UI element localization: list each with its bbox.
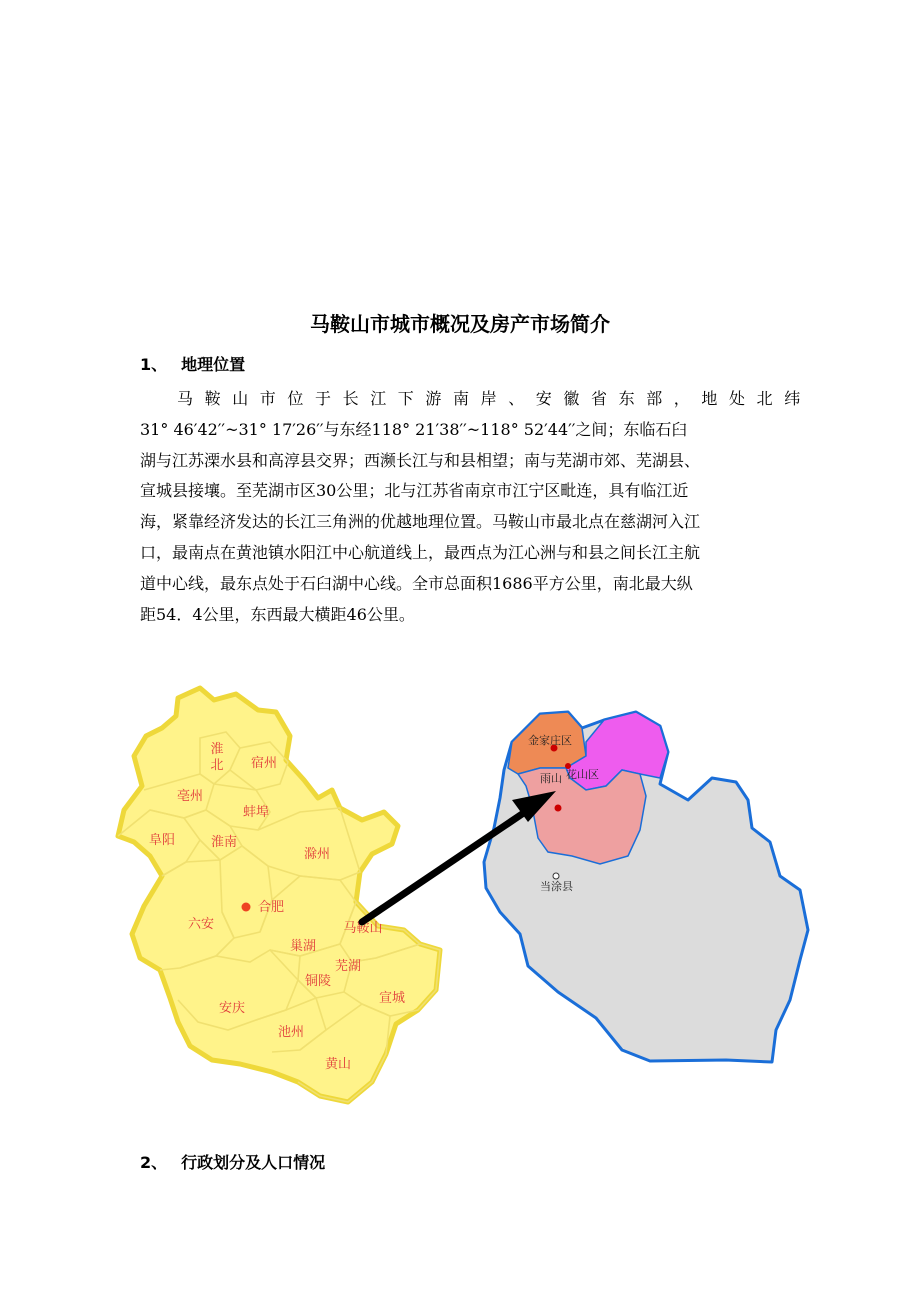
page-title: 马鞍山市城市概况及房产市场简介 [310, 312, 610, 336]
city-label: 阜阳 [148, 833, 176, 848]
city-label: 芜湖 [334, 959, 362, 974]
city-label: 安庆 [218, 1001, 246, 1016]
section-heading-geography [140, 352, 245, 375]
city-label: 巢湖 [289, 939, 317, 954]
paragraph-line: 马鞍山市位于长江下游南岸、安徽省东部，地处北纬 [177, 389, 812, 408]
paragraph-line: 湖与江苏溧水县和高淳县交界；西濒长江与和县相望；南与芜湖市郊、芜湖县、 [140, 450, 701, 470]
paragraph-line: 31° 46′42′′~31° 17′26′′与东经118° 21′38′′~118° 52′44′′之间；东临石臼 [140, 419, 688, 439]
maanshan-city-map [484, 712, 808, 1062]
anhui-province-map [118, 688, 440, 1102]
city-label: 合肥 [257, 900, 285, 915]
paragraph-line: 宣城县接壤。至芜湖市区30公里；北与江苏省南京市江宁区毗连，具有临江近 [140, 481, 689, 501]
section-title: 地理位置 [181, 355, 246, 374]
section-number: 2、 [140, 1153, 168, 1172]
hefei-capital-marker [242, 903, 251, 912]
city-label: 淮北 [210, 742, 224, 773]
city-label: 滁州 [303, 847, 331, 862]
city-label: 六安 [187, 917, 215, 932]
paragraph-line: 距54．4公里，东西最大横距46公里。 [140, 604, 415, 624]
city-label: 宿州 [250, 756, 278, 771]
section-number: 1、 [140, 355, 168, 374]
city-label: 马鞍山 [343, 921, 383, 936]
district-label: 金家庄区 [528, 734, 572, 747]
city-label: 亳州 [176, 789, 204, 804]
city-label: 铜陵 [304, 974, 332, 989]
geography-paragraph [140, 384, 812, 630]
dangtu-marker [553, 873, 559, 879]
city-label: 淮南 [210, 835, 238, 850]
paragraph-line: 口，最南点在黄池镇水阳江中心航道线上，最西点为江心洲与和县之间长江主航 [140, 542, 701, 562]
location-maps [0, 680, 920, 1120]
district-label: 雨山 [540, 772, 562, 785]
district-label: 花山区 [566, 768, 599, 781]
city-label: 池州 [277, 1025, 305, 1040]
district-label: 当涂县 [540, 880, 573, 893]
city-label: 蚌埠 [242, 805, 270, 820]
paragraph-line: 海，紧靠经济发达的长江三角洲的优越地理位置。马鞍山市最北点在慈湖河入江 [140, 512, 701, 532]
section-heading-administration [140, 1150, 325, 1173]
paragraph-line: 道中心线，最东点处于石臼湖中心线。全市总面积1686平方公里，南北最大纵 [140, 573, 693, 593]
yushan-marker [555, 805, 562, 812]
section-title: 行政划分及人口情况 [181, 1153, 326, 1172]
city-label: 黄山 [324, 1057, 352, 1072]
city-label: 宣城 [378, 991, 406, 1006]
